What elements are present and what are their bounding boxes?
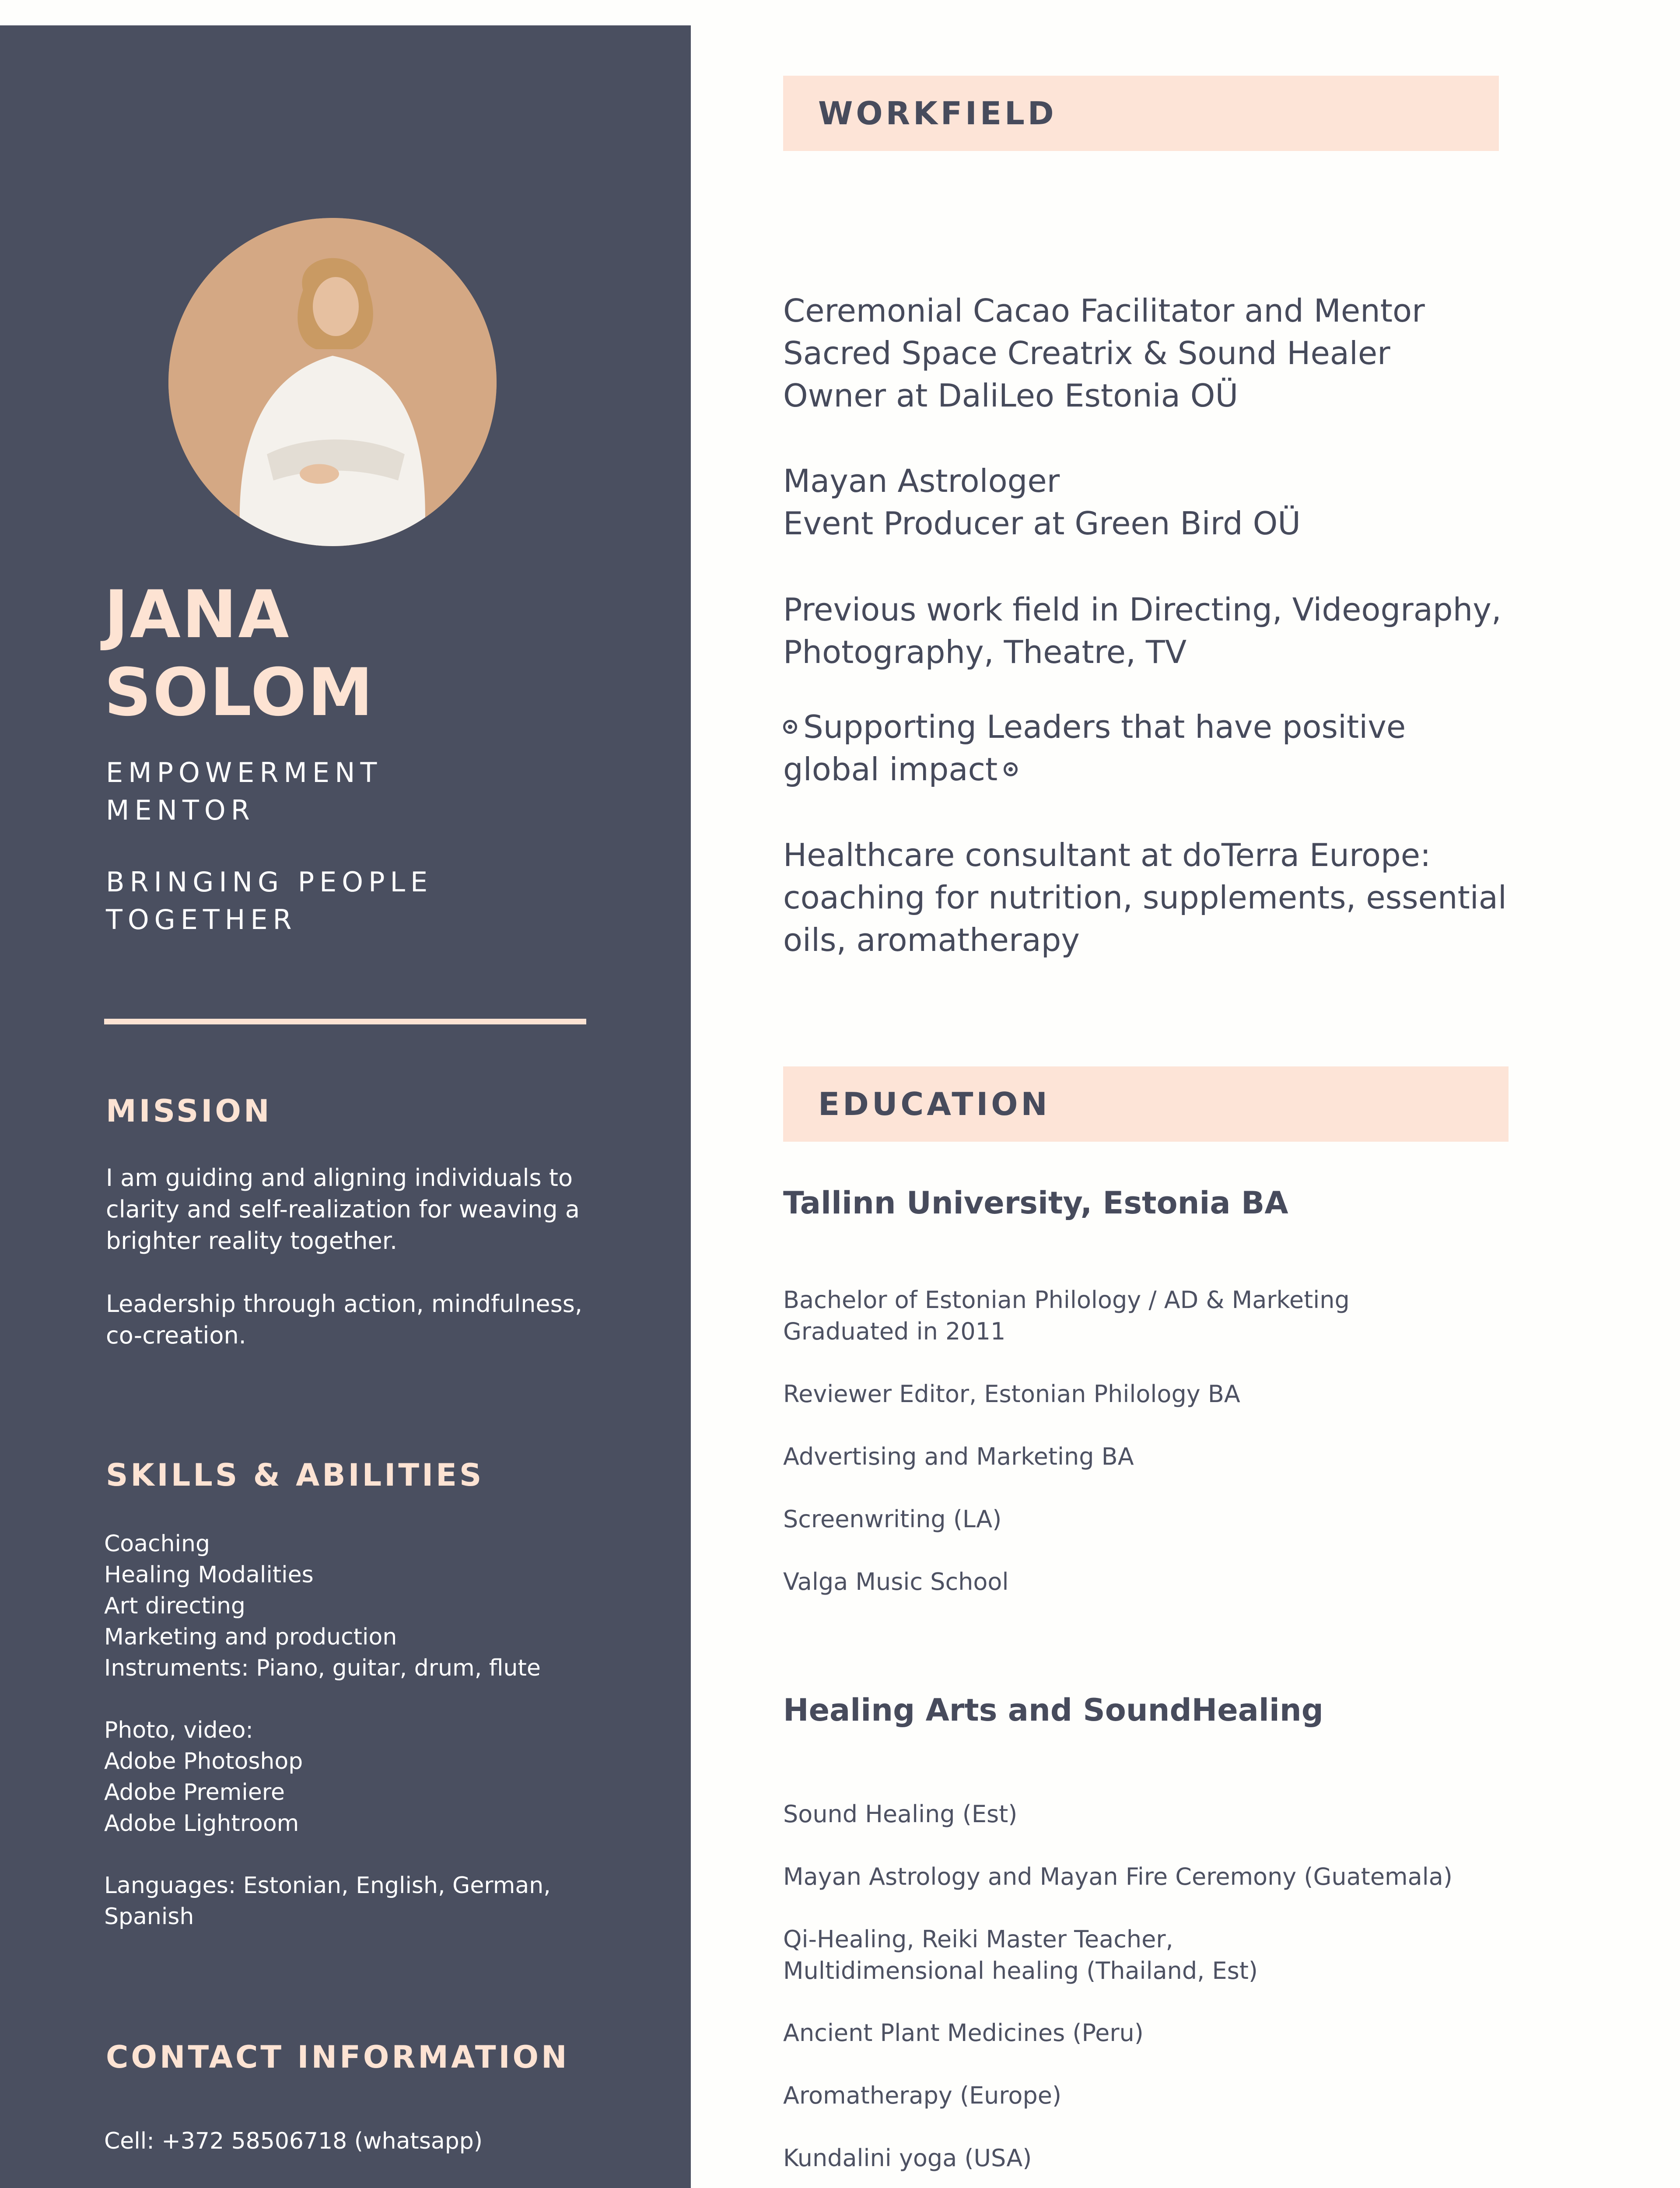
workfield-line: oils, aromatherapy	[783, 922, 1080, 958]
workfield-line: Event Producer at Green Bird OÜ	[783, 505, 1301, 542]
workfield-line: Healthcare consultant at doTerra Europe:	[783, 837, 1431, 873]
workfield-line: Photography, Theatre, TV	[783, 634, 1187, 670]
tagline-purpose-line2: TOGETHER	[106, 904, 297, 936]
tagline-purpose	[106, 863, 433, 939]
workfield-block-leaders	[783, 706, 1527, 791]
mission-text	[106, 1162, 582, 1351]
education-item-line: Qi-Healing, Reiki Master Teacher,	[783, 1925, 1173, 1953]
education-item: Reviewer Editor, Estonian Philology BA	[783, 1380, 1240, 1408]
skill-item: Photo, video:	[104, 1717, 253, 1743]
education-item	[783, 1924, 1258, 1987]
skill-item: Coaching	[104, 1531, 210, 1557]
education-item: Mayan Astrology and Mayan Fire Ceremony (Guatemala)	[783, 1863, 1452, 1890]
workfield-block-roles	[783, 290, 1527, 417]
workfield-band	[783, 76, 1499, 151]
skill-item: Adobe Premiere	[104, 1779, 285, 1806]
sidebar	[0, 25, 691, 2188]
workfield-block-previous	[783, 589, 1527, 673]
workfield-line: Mayan Astrologer	[783, 463, 1060, 499]
mission-line: I am guiding and aligning individuals to	[106, 1164, 573, 1192]
workfield-line: Sacred Space Creatrix & Sound Healer	[783, 335, 1390, 372]
profile-photo	[168, 218, 497, 546]
contact-phone[interactable]: Cell: +372 58506718 (whatsapp)	[104, 2128, 483, 2154]
workfield-block-astrology	[783, 460, 1527, 545]
contact-heading: CONTACT INFORMATION	[106, 2039, 570, 2075]
education-item	[783, 1284, 1350, 1347]
mission-heading: MISSION	[106, 1093, 272, 1129]
skill-item: Adobe Lightroom	[104, 1810, 299, 1837]
avatar	[168, 218, 497, 546]
sidebar-divider	[104, 1019, 586, 1024]
tagline-role-line1: EMPOWERMENT	[106, 757, 382, 789]
education-item: Advertising and Marketing BA	[783, 1443, 1134, 1470]
school1-title: Tallinn University, Estonia BA	[783, 1185, 1288, 1221]
education-item-line: Bachelor of Estonian Philology / AD & Marketing	[783, 1286, 1350, 1314]
workfield-line: Previous work field in Directing, Videography,	[783, 591, 1502, 628]
first-name: JANA	[104, 577, 290, 653]
tagline-purpose-line1: BRINGING PEOPLE	[106, 866, 433, 898]
target-bullet-icon	[1004, 762, 1018, 776]
education-item: Sound Healing (Est)	[783, 1800, 1018, 1828]
skill-item: Healing Modalities	[104, 1562, 314, 1588]
workfield-line: Supporting Leaders that have positive	[803, 708, 1406, 745]
skills-heading: SKILLS & ABILITIES	[106, 1457, 484, 1493]
mission-line: Leadership through action, mindfulness,	[106, 1290, 583, 1318]
education-item-line: Graduated in 2011	[783, 1318, 1006, 1345]
skill-item: Languages: Estonian, English, German,	[104, 1872, 551, 1899]
school2-title: Healing Arts and SoundHealing	[783, 1692, 1323, 1728]
education-item: Ancient Plant Medicines (Peru)	[783, 2019, 1144, 2047]
mission-line: co-creation.	[106, 1322, 246, 1349]
skill-item: Art directing	[104, 1593, 245, 1619]
last-name: SOLOM	[104, 655, 374, 731]
tagline-role	[106, 754, 382, 829]
mission-line: brighter reality together.	[106, 1227, 398, 1255]
skills-list	[104, 1529, 551, 1932]
education-heading: EDUCATION	[818, 1086, 1050, 1122]
skill-spacer	[104, 1684, 551, 1715]
workfield-line: coaching for nutrition, supplements, essential	[783, 879, 1507, 916]
skill-item: Adobe Photoshop	[104, 1748, 303, 1774]
education-item-line: Multidimensional healing (Thailand, Est)	[783, 1957, 1258, 1985]
education-item: Valga Music School	[783, 1568, 1009, 1595]
workfield-heading: WORKFIELD	[818, 95, 1057, 132]
candidate-name	[104, 576, 374, 732]
tagline-role-line2: MENTOR	[106, 794, 255, 826]
skill-item: Instruments: Piano, guitar, drum, flute	[104, 1655, 541, 1681]
education-item: Kundalini yoga (USA)	[783, 2144, 1032, 2172]
education-item: Aromatherapy (Europe)	[783, 2082, 1062, 2109]
workfield-line: global impact	[783, 751, 998, 788]
workfield-line: Owner at DaliLeo Estonia OÜ	[783, 377, 1239, 414]
education-band	[783, 1066, 1508, 1142]
workfield-block-healthcare	[783, 834, 1527, 961]
skill-spacer	[104, 1839, 551, 1870]
mission-line: clarity and self-realization for weaving a	[106, 1196, 580, 1223]
workfield-line: Ceremonial Cacao Facilitator and Mentor	[783, 292, 1425, 329]
education-item: Screenwriting (LA)	[783, 1505, 1002, 1533]
target-bullet-icon	[783, 720, 797, 734]
skill-item: Marketing and production	[104, 1624, 397, 1650]
skill-item: Spanish	[104, 1904, 194, 1930]
